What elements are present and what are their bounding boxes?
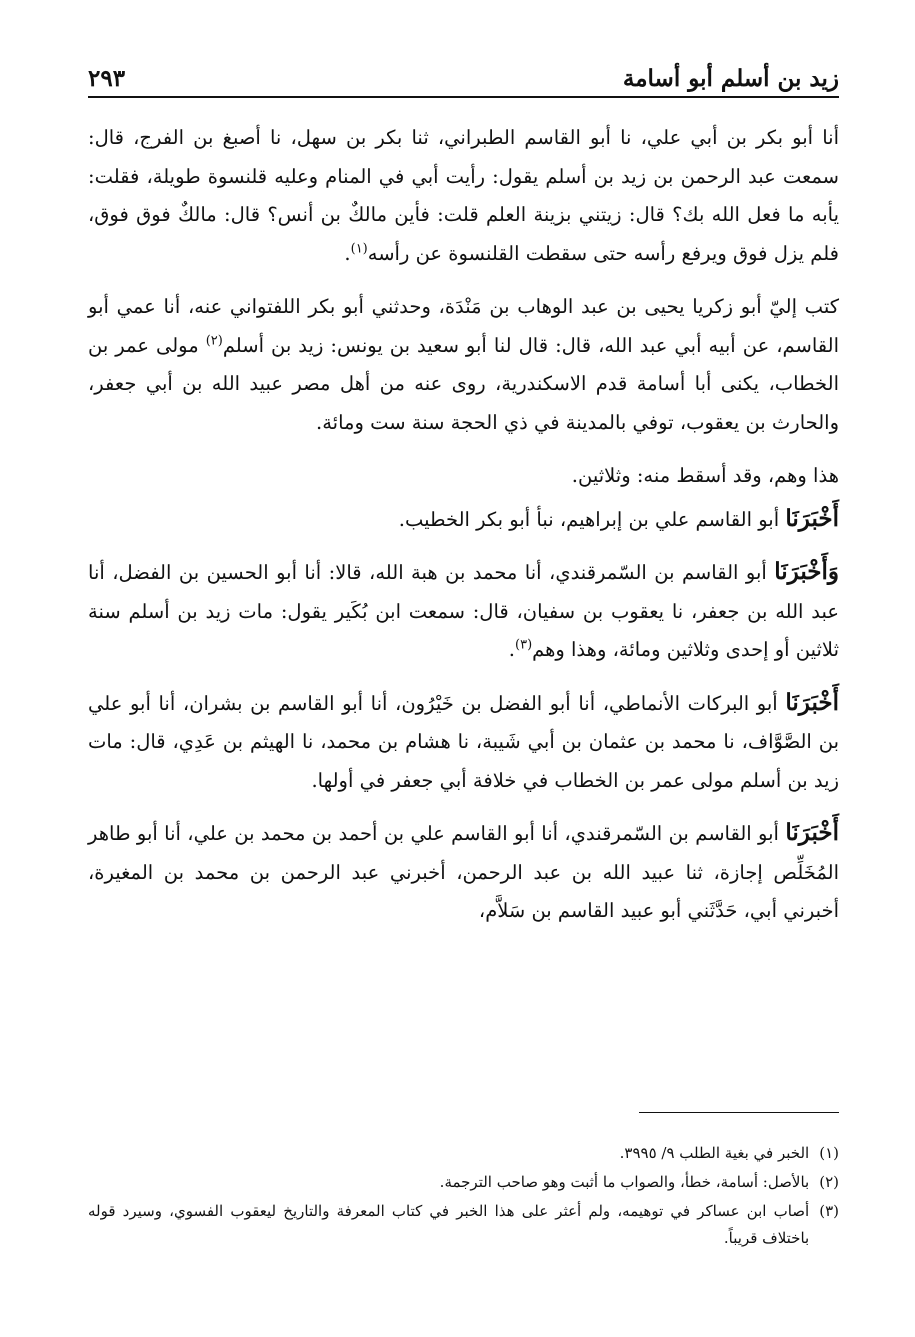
paragraph-tail: . bbox=[344, 241, 351, 265]
footnote-ref-3: (٣) bbox=[515, 637, 533, 653]
paragraph-6 bbox=[88, 684, 839, 801]
paragraph-text: أبو القاسم بن السّمرقندي، أنا محمد بن هبة الله، قالا: أنا أبو الحسين بن الفضل، أنا عبد الله بن جعفر، نا يعقوب بن سفيان، قال: سمعت ابن بُكَير يقول: مات زيد بن أسلم سنة ثلاثين أو إحدى وثلاثين ومائة، وهذا وهم bbox=[88, 561, 839, 661]
paragraph-5 bbox=[88, 553, 839, 670]
paragraph-1 bbox=[88, 118, 839, 273]
paragraph-text: أبو القاسم علي بن إبراهيم، نبأ أبو بكر الخطيب. bbox=[398, 507, 786, 531]
footnote-text: بالأصل: أسامة، خطأ، والصواب ما أثبت وهو صاحب الترجمة. bbox=[439, 1173, 810, 1191]
paragraph-tail: . bbox=[508, 638, 515, 661]
footnote-ref-2: (٢) bbox=[205, 333, 223, 348]
paragraph-3 bbox=[88, 456, 839, 496]
main-text bbox=[88, 118, 839, 945]
paragraph-text: أبو القاسم بن السّمرقندي، أنا أبو القاسم علي بن أحمد بن محمد بن علي، أنا أبو طاهر المُخَلِّص إجازة، ثنا عبيد الله بن عبد الرحمن، أخبرني عبد الرحمن بن محمد بن المغيرة، أخبرني أبي، حَدَّثَني أبو عبيد القاسم بن سَلاَّم، bbox=[88, 822, 839, 922]
paragraph-7 bbox=[88, 814, 839, 931]
footnote-number: (٢) bbox=[819, 1173, 839, 1191]
paragraph-4 bbox=[88, 500, 839, 540]
footnote-divider bbox=[639, 1112, 839, 1113]
footnote-number: (٣) bbox=[819, 1202, 839, 1220]
footnote-3 bbox=[88, 1198, 839, 1252]
paragraph-lead: أَخْبَرَنَا bbox=[785, 504, 839, 532]
page-number: ٢٩٣ bbox=[88, 65, 126, 92]
footnote-text: أصاب ابن عساكر في توهيمه، ولم أعثر على هذا الخبر في كتاب المعرفة والتاريخ ليعقوب الفسوي، وسيرد قوله باختلاف قريباً. bbox=[88, 1202, 810, 1247]
footnote-ref-1: (١) bbox=[350, 241, 368, 256]
paragraph-text: كتب إليّ أبو زكريا يحيى بن عبد الوهاب بن مَنْدَة، وحدثني أبو بكر اللفتواني عنه، أنا عمي أبو القاسم، عن أبيه أبي عبد الله، قال: قال لنا أبو سعيد بن يونس: زيد بن أسلم bbox=[88, 295, 839, 357]
footnote-2 bbox=[88, 1169, 839, 1196]
footnote-1 bbox=[88, 1140, 839, 1167]
running-header bbox=[88, 52, 839, 98]
running-title: زيد بن أسلم أبو أسامة bbox=[622, 65, 839, 92]
paragraph-lead: وَأَخْبَرَنَا bbox=[774, 558, 839, 585]
footnotes bbox=[88, 1140, 839, 1254]
paragraph-lead: أَخْبَرَنَا bbox=[785, 688, 839, 716]
footnote-text: الخبر في بغية الطلب ٩/ ٣٩٩٥. bbox=[619, 1144, 810, 1162]
paragraph-lead: أَخْبَرَنَا bbox=[785, 819, 839, 846]
paragraph-text: هذا وهم، وقد أسقط منه: وثلاثين. bbox=[571, 464, 839, 487]
paragraph-text: أبو البركات الأنماطي، أنا أبو الفضل بن خَيْرُون، أنا أبو القاسم بن بشران، أنا أبو علي بن الصَّوَّاف، نا محمد بن عثمان بن أبي شَيبة، نا هشام بن محمد، نا الهيثم بن عَدِي، قال: مات زيد بن أسلم مولى عمر بن الخطاب في خلافة أبي جعفر في أولها. bbox=[88, 691, 839, 792]
footnote-number: (١) bbox=[819, 1144, 839, 1162]
paragraph-text: أنا أبو بكر بن أبي علي، نا أبو القاسم الطبراني، ثنا بكر بن سهل، نا أصبغ بن الفرج، قال: سمعت عبد الرحمن بن زيد بن أسلم يقول: رأيت أبي في المنام وعليه قلنسوة طويلة، فقلت: يأبه ما فعل الله بك؟ قال: زيتني بزينة العلم قلت: فأين مالكٌ بن أنس؟ قال: مالكٌ فوق فوق، فلم يزل فوق ويرفع رأسه حتى سقطت القلنسوة عن رأسه bbox=[88, 126, 839, 265]
paragraph-tail: مولى عمر بن الخطاب، يكنى أبا أسامة قدم الاسكندرية، روى عنه من أهل مصر عبيد الله بن أبي جعفر، والحارث بن يعقوب، توفي بالمدينة في ذي الحجة سنة ست ومائة. bbox=[88, 333, 839, 434]
paragraph-2 bbox=[88, 287, 839, 442]
